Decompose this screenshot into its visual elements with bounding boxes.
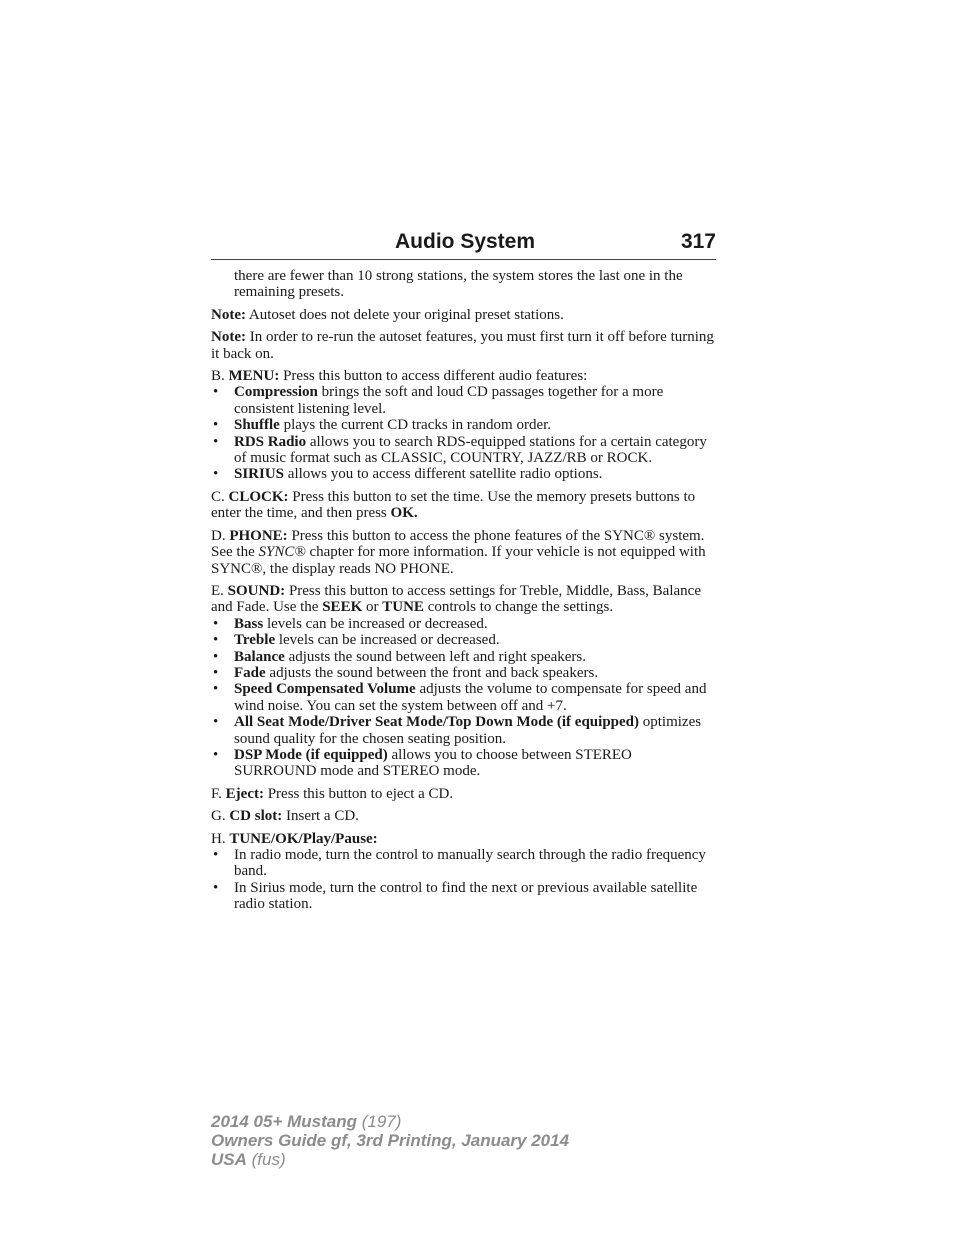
bullet-term: Speed Compensated Volume — [234, 681, 416, 698]
section-text: Insert a CD. — [286, 808, 359, 825]
bullet-text: brings the soft and loud CD passages together for a more consistent listening level. — [234, 384, 664, 417]
bullet-icon: • — [213, 384, 219, 401]
bullet-term: All Seat Mode/Driver Seat Mode/Top Down Mode (if equipped) — [234, 714, 639, 731]
bullet-term: SIRIUS — [234, 466, 285, 483]
bullet-icon: • — [213, 632, 219, 649]
bullet-text: adjusts the sound between left and right speakers. — [288, 648, 587, 665]
section-label: CLOCK: — [228, 488, 289, 505]
footer-line-guide: Owners Guide gf, 3rd Printing, January 2014 — [211, 1131, 570, 1150]
list-item — [211, 714, 716, 747]
bullet-term: Balance — [234, 648, 285, 665]
menu-bullet-list — [211, 384, 716, 482]
page-number: 317 — [680, 230, 716, 253]
bullet-text: levels can be increased or decreased. — [266, 615, 488, 632]
bullet-icon: • — [213, 714, 219, 731]
page-header — [211, 229, 716, 260]
page-content — [211, 268, 716, 913]
section-text: Press this button to access the phone features of the SYNC® system. See the — [211, 527, 705, 561]
section-label: PHONE: — [229, 527, 288, 544]
section-sound — [211, 583, 716, 616]
list-item — [211, 466, 716, 482]
section-text: Press this button to set the time. Use the memory presets buttons to enter the time, and then press — [211, 488, 696, 522]
bullet-icon: • — [213, 433, 219, 450]
section-label: SOUND: — [227, 582, 286, 599]
bullet-text: In radio mode, turn the control to manually search through the radio frequency band. — [234, 847, 706, 880]
seek-label: SEEK — [322, 599, 363, 616]
bullet-icon: • — [213, 879, 219, 896]
page-title: Audio System — [395, 230, 536, 253]
bullet-icon: • — [213, 746, 219, 763]
sound-bullet-list — [211, 616, 716, 780]
section-label: CD slot: — [229, 808, 283, 825]
section-clock — [211, 489, 716, 522]
bullet-icon: • — [213, 681, 219, 698]
bullet-text: allows you to choose between STEREO SURROUND mode and STEREO mode. — [234, 746, 632, 780]
section-letter: F. — [211, 785, 222, 802]
bullet-icon: • — [213, 648, 219, 665]
list-item — [211, 632, 716, 648]
ok-label: OK. — [390, 505, 418, 522]
section-letter: E. — [211, 582, 224, 599]
section-letter: G. — [211, 808, 226, 825]
or-text: or — [366, 599, 379, 616]
list-item — [211, 665, 716, 681]
list-item — [211, 417, 716, 433]
section-label: Eject: — [225, 785, 264, 802]
page-footer — [211, 1112, 569, 1169]
footer-line-region — [211, 1150, 569, 1169]
bullet-icon: • — [213, 664, 219, 681]
footer-model: 2014 05+ Mustang — [211, 1112, 357, 1131]
section-eject — [211, 786, 716, 802]
list-item — [211, 747, 716, 780]
bullet-term: Bass — [234, 615, 264, 632]
bullet-text: In Sirius mode, turn the control to find the next or previous available satellite radio station. — [234, 879, 698, 913]
bullet-text: allows you to access different satellite radio options. — [287, 466, 603, 483]
list-item — [211, 616, 716, 632]
bullet-icon: • — [213, 847, 219, 863]
bullet-term: RDS Radio — [234, 433, 307, 450]
list-item — [211, 649, 716, 665]
section-cd-slot — [211, 808, 716, 824]
footer-region-code: (fus) — [251, 1150, 286, 1169]
tune-label: TUNE — [382, 599, 424, 616]
section-letter: C. — [211, 488, 225, 505]
section-text: controls to change the settings. — [427, 599, 614, 616]
bullet-term: Shuffle — [234, 417, 280, 434]
bullet-text: optimizes sound quality for the chosen seating position. — [234, 714, 702, 747]
note-text: Autoset does not delete your original preset stations. — [248, 306, 564, 323]
continuation-text: there are fewer than 10 strong stations, the system stores the last one in the remaining presets. — [234, 268, 683, 301]
bullet-icon: • — [213, 466, 219, 483]
bullet-text: plays the current CD tracks in random order. — [283, 417, 552, 434]
section-text: Press this button to eject a CD. — [267, 785, 454, 802]
list-item — [211, 434, 716, 467]
note-text: In order to re-run the autoset features, you must first turn it off before turning it back on. — [211, 329, 714, 362]
bullet-term: DSP Mode (if equipped) — [234, 746, 388, 763]
section-menu — [211, 368, 716, 384]
section-text: Press this button to access different audio features: — [283, 368, 588, 385]
bullet-term: Treble — [234, 632, 276, 649]
bullet-text: levels can be increased or decreased. — [278, 632, 500, 649]
note-label: Note: — [211, 306, 246, 323]
bullet-term: Fade — [234, 664, 266, 681]
bullet-text: adjusts the sound between the front and back speakers. — [269, 664, 599, 681]
sync-chapter-reference: SYNC® — [258, 544, 306, 561]
note-rerun — [211, 329, 716, 362]
bullet-icon: • — [213, 615, 219, 632]
bullet-text: adjusts the volume to compensate for speed and wind noise. You can set the system between off and +7. — [234, 681, 707, 714]
footer-model-code: (197) — [361, 1112, 402, 1131]
list-item — [211, 847, 716, 880]
section-text: chapter for more information. If your vehicle is not equipped with SYNC®, the display reads NO PHONE. — [211, 544, 706, 577]
note-autoset — [211, 307, 716, 323]
section-letter: B. — [211, 368, 225, 385]
footer-line-model — [211, 1112, 569, 1131]
section-tune — [211, 831, 716, 847]
footer-region: USA — [211, 1150, 247, 1169]
list-item — [211, 384, 716, 417]
note-label: Note: — [211, 329, 246, 346]
bullet-icon: • — [213, 417, 219, 434]
tune-bullet-list — [211, 847, 716, 913]
list-item — [211, 681, 716, 714]
list-item — [211, 880, 716, 913]
section-label: MENU: — [228, 368, 280, 385]
bullet-text: allows you to search RDS-equipped stations for a certain category of music format such as CLASSIC, COUNTRY, JAZZ/RB or ROCK. — [234, 433, 707, 467]
section-phone — [211, 528, 716, 577]
bullet-term: Compression — [234, 384, 318, 401]
section-text: Press this button to access settings for Treble, Middle, Bass, Balance and Fade. Use the — [211, 582, 701, 616]
section-letter: D. — [211, 527, 226, 544]
section-label: TUNE/OK/Play/Pause: — [229, 830, 378, 847]
section-letter: H. — [211, 830, 226, 847]
